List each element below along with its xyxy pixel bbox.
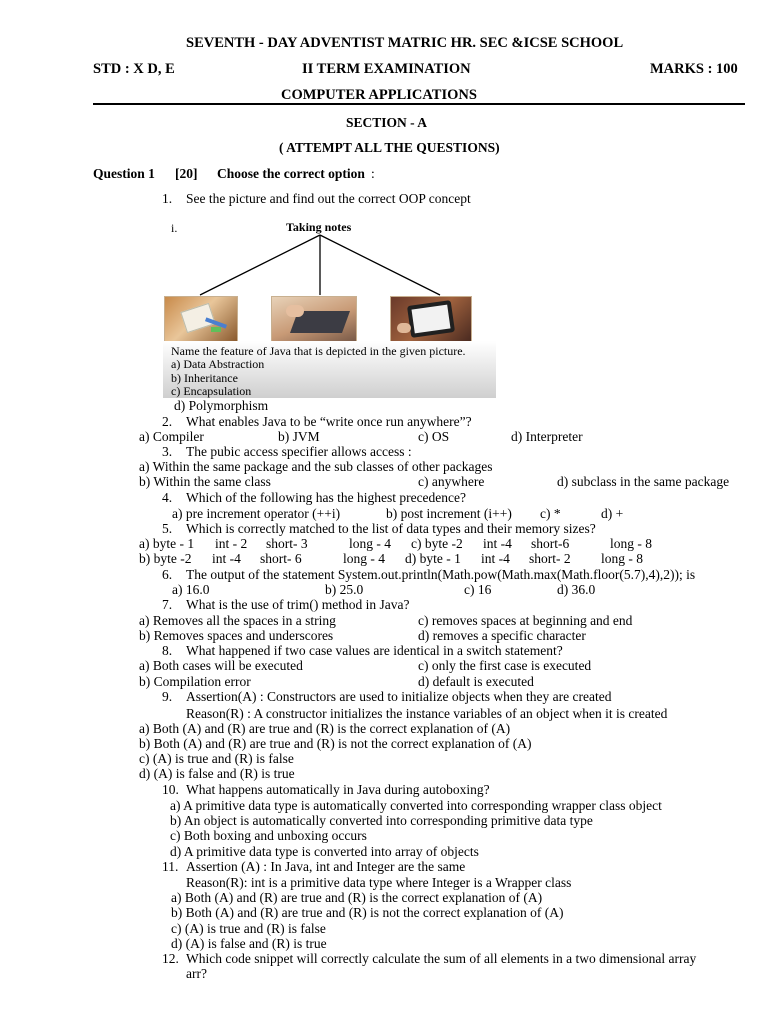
q1-number: 1. [162, 191, 173, 206]
q3-option-d: d) subclass in the same package [557, 474, 730, 489]
q6-option-b: b) 25.0 [325, 582, 364, 597]
q9-number: 9. [162, 689, 173, 704]
q8-number: 8. [162, 643, 173, 658]
q4-text: Which of the following has the highest precedence? [186, 490, 467, 505]
q5-row1-c-long: long - 8 [610, 536, 652, 551]
q5-row1-c-byte: c) byte -2 [411, 536, 463, 551]
laptop-typing-photo [271, 296, 357, 342]
q4-number: 4. [162, 490, 173, 505]
q5-row2-b-long: long - 4 [343, 551, 385, 566]
q5-row1-a-short: short- 3 [266, 536, 308, 551]
q5-row1-a-byte: a) byte - 1 [139, 536, 195, 551]
q12-text: Which code snippet will correctly calculate the sum of all elements in a two dimensional array [186, 951, 697, 966]
q5-row1-c-int: int -4 [483, 536, 512, 551]
q3-number: 3. [162, 444, 173, 459]
q7-option-a: a) Removes all the spaces in a string [139, 613, 336, 628]
q5-text: Which is correctly matched to the list of data types and their memory sizes? [186, 521, 596, 536]
figure-caption: Name the feature of Java that is depicted in the given picture. [171, 344, 466, 358]
q10-option-c: c) Both boxing and unboxing occurs [170, 828, 367, 843]
q10-text: What happens automatically in Java during autoboxing? [186, 782, 490, 797]
q5-row2-d-short: short- 2 [529, 551, 571, 566]
q2-option-b: b) JVM [278, 429, 320, 444]
q1-text: See the picture and find out the correct OOP concept [186, 191, 471, 206]
q11-option-d: d) (A) is false and (R) is true [171, 936, 327, 951]
q8-option-c: c) only the first case is executed [418, 658, 592, 673]
q5-row2-b-short: short- 6 [260, 551, 302, 566]
q2-option-c: c) OS [418, 429, 450, 444]
q1-option-d: d) Polymorphism [174, 398, 269, 413]
q11-option-c: c) (A) is true and (R) is false [171, 921, 326, 936]
q9-option-a: a) Both (A) and (R) are true and (R) is the correct explanation of (A) [139, 721, 511, 736]
question-label: Question 1 [93, 166, 155, 181]
q7-option-b: b) Removes spaces and underscores [139, 628, 334, 643]
q5-row2-d-byte: d) byte - 1 [405, 551, 461, 566]
q11-option-a: a) Both (A) and (R) are true and (R) is the correct explanation of (A) [171, 890, 543, 905]
figure-option-a: a) Data Abstraction [171, 357, 265, 371]
marks-label: MARKS : 100 [650, 61, 738, 77]
q7-text: What is the use of trim() method in Java? [186, 597, 410, 612]
q12-number: 12. [162, 951, 179, 966]
q8-option-a: a) Both cases will be executed [139, 658, 303, 673]
q9-option-b: b) Both (A) and (R) are true and (R) is not the correct explanation of (A) [139, 736, 532, 751]
q5-row1-c-short: short-6 [531, 536, 570, 551]
q2-option-d: d) Interpreter [511, 429, 583, 444]
q6-option-d: d) 36.0 [557, 582, 596, 597]
q9-reason: Reason(R) : A constructor initializes the instance variables of an object when it is created [186, 706, 668, 721]
q12-text-continued: arr? [186, 966, 207, 981]
q4-option-c: c) * [540, 506, 561, 521]
question-marks: [20] [175, 166, 198, 181]
section-title: SECTION - A [346, 115, 428, 130]
figure-connector-lines [160, 234, 500, 296]
q11-option-b: b) Both (A) and (R) are true and (R) is not the correct explanation of (A) [171, 905, 564, 920]
q10-option-d: d) A primitive data type is converted into array of objects [170, 844, 479, 859]
figure-roman: i. [171, 221, 178, 235]
q5-row2-d-int: int -4 [481, 551, 510, 566]
q8-option-b: b) Compilation error [139, 674, 251, 689]
q9-option-d: d) (A) is false and (R) is true [139, 766, 295, 781]
q5-row2-b-int: int -4 [212, 551, 241, 566]
q11-reason: Reason(R): int is a primitive data type where Integer is a Wrapper class [186, 875, 572, 890]
q5-number: 5. [162, 521, 173, 536]
notebook-writing-photo [164, 296, 238, 342]
q9-assertion: Assertion(A) : Constructors are used to initialize objects when they are created [186, 689, 612, 704]
q4-option-b: b) post increment (i++) [386, 506, 512, 521]
figure-option-b: b) Inheritance [171, 371, 238, 385]
q3-text: The pubic access specifier allows access : [186, 444, 412, 459]
q10-option-a: a) A primitive data type is automatically converted into corresponding wrapper class object [170, 798, 662, 813]
q6-number: 6. [162, 567, 173, 582]
q2-option-a: a) Compiler [139, 429, 204, 444]
q7-option-d: d) removes a specific character [418, 628, 586, 643]
q8-option-d: d) default is executed [418, 674, 534, 689]
q5-row1-a-long: long - 4 [349, 536, 391, 551]
q6-option-c: c) 16 [464, 582, 492, 597]
q11-number: 11. [162, 859, 179, 874]
q2-number: 2. [162, 414, 173, 429]
section-instruction: ( ATTEMPT ALL THE QUESTIONS) [279, 140, 500, 155]
q2-text: What enables Java to be “write once run anywhere”? [186, 414, 472, 429]
q3-option-c: c) anywhere [418, 474, 485, 489]
tablet-notes-photo [390, 296, 472, 342]
q9-option-c: c) (A) is true and (R) is false [139, 751, 294, 766]
school-name: SEVENTH - DAY ADVENTIST MATRIC HR. SEC &ICSE SCHOOL [186, 35, 624, 51]
question-prompt-colon: : [371, 166, 375, 181]
exam-title: II TERM EXAMINATION [302, 61, 471, 77]
std-label: STD : X D, E [93, 61, 175, 77]
q6-option-a: a) 16.0 [172, 582, 210, 597]
q10-option-b: b) An object is automatically converted into corresponding primitive data type [170, 813, 593, 828]
q4-option-a: a) pre increment operator (++i) [172, 506, 341, 521]
q7-number: 7. [162, 597, 173, 612]
q5-row2-b-byte: b) byte -2 [139, 551, 192, 566]
q8-text: What happened if two case values are identical in a switch statement? [186, 643, 563, 658]
q7-option-c: c) removes spaces at beginning and end [418, 613, 633, 628]
q5-row1-a-int: int - 2 [215, 536, 248, 551]
header-rule [93, 103, 745, 105]
question-prompt: Choose the correct option [217, 166, 365, 181]
q6-text: The output of the statement System.out.println(Math.pow(Math.max(Math.floor(5.7),4),2)); is [186, 567, 696, 582]
q3-option-a: a) Within the same package and the sub classes of other packages [139, 459, 493, 474]
q10-number: 10. [162, 782, 179, 797]
figure-option-c: c) Encapsulation [171, 384, 252, 398]
q3-option-b: b) Within the same class [139, 474, 271, 489]
figure-title: Taking notes [286, 220, 352, 234]
q5-row2-d-long: long - 8 [601, 551, 643, 566]
subject-title: COMPUTER APPLICATIONS [281, 87, 477, 103]
q11-assertion: Assertion (A) : In Java, int and Integer are the same [186, 859, 466, 874]
q4-option-d: d) + [601, 506, 624, 521]
